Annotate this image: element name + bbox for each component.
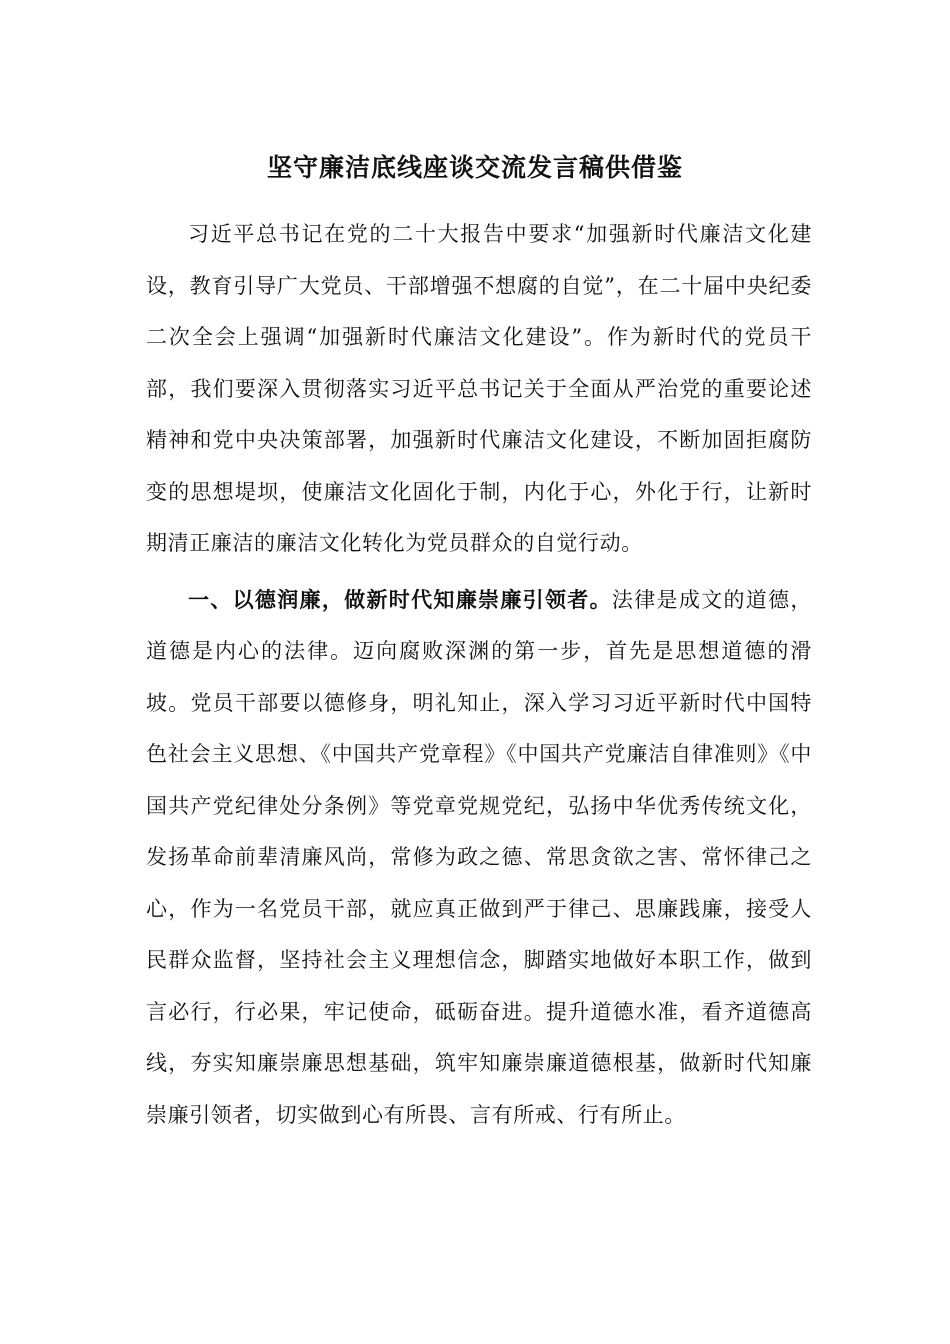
paragraph-text: 习近平总书记在党的二十大报告中要求“加强新时代廉洁文化建设，教育引导广大党员、干部增强不想腐的自觉”，在二十届中央纪委二次全会上强调“加强新时代廉洁文化建设”。作为新时代的党员干部，我们要深入贯彻落实习近平总书记关于全面从严治党的重要论述精神和党中央决策部署，加强新时代廉洁文化建设，不断加固拒腐防变的思想堤坝，使廉洁文化固化于制，内化于心，外化于行，让新时期清正廉洁的廉洁文化转化为党员群众的自觉行动。: [146, 222, 812, 555]
intro-paragraph: [146, 208, 812, 570]
section-heading: 一、以德润廉，做新时代知廉崇廉引领者。: [188, 586, 612, 612]
page-title: 坚守廉洁底线座谈交流发言稿供借鉴: [266, 153, 683, 182]
section-one-paragraph: [146, 574, 812, 1142]
document-body: [146, 208, 812, 1141]
paragraph-text: 法律是成文的道德，道德是内心的法律。迈向腐败深渊的第一步，首先是思想道德的滑坡。党员干部要以德修身，明礼知止，深入学习习近平新时代中国特色社会主义思想、《中国共产党章程》《中国共产党廉洁自律准则》《中国共产党纪律处分条例》等党章党规党纪，弘扬中华优秀传统文化，发扬革命前辈清廉风尚，常修为政之德、常思贪欲之害、常怀律己之心，作为一名党员干部，就应真正做到严于律己、思廉践廉，接受人民群众监督，坚持社会主义理想信念，脚踏实地做好本职工作，做到言必行，行必果，牢记使命，砥砺奋进。提升道德水准，看齐道德高线，夯实知廉崇廉思想基础，筑牢知廉崇廉道德根基，做新时代知廉崇廉引领者，切实做到心有所畏、言有所戒、行有所止。: [146, 587, 812, 1127]
